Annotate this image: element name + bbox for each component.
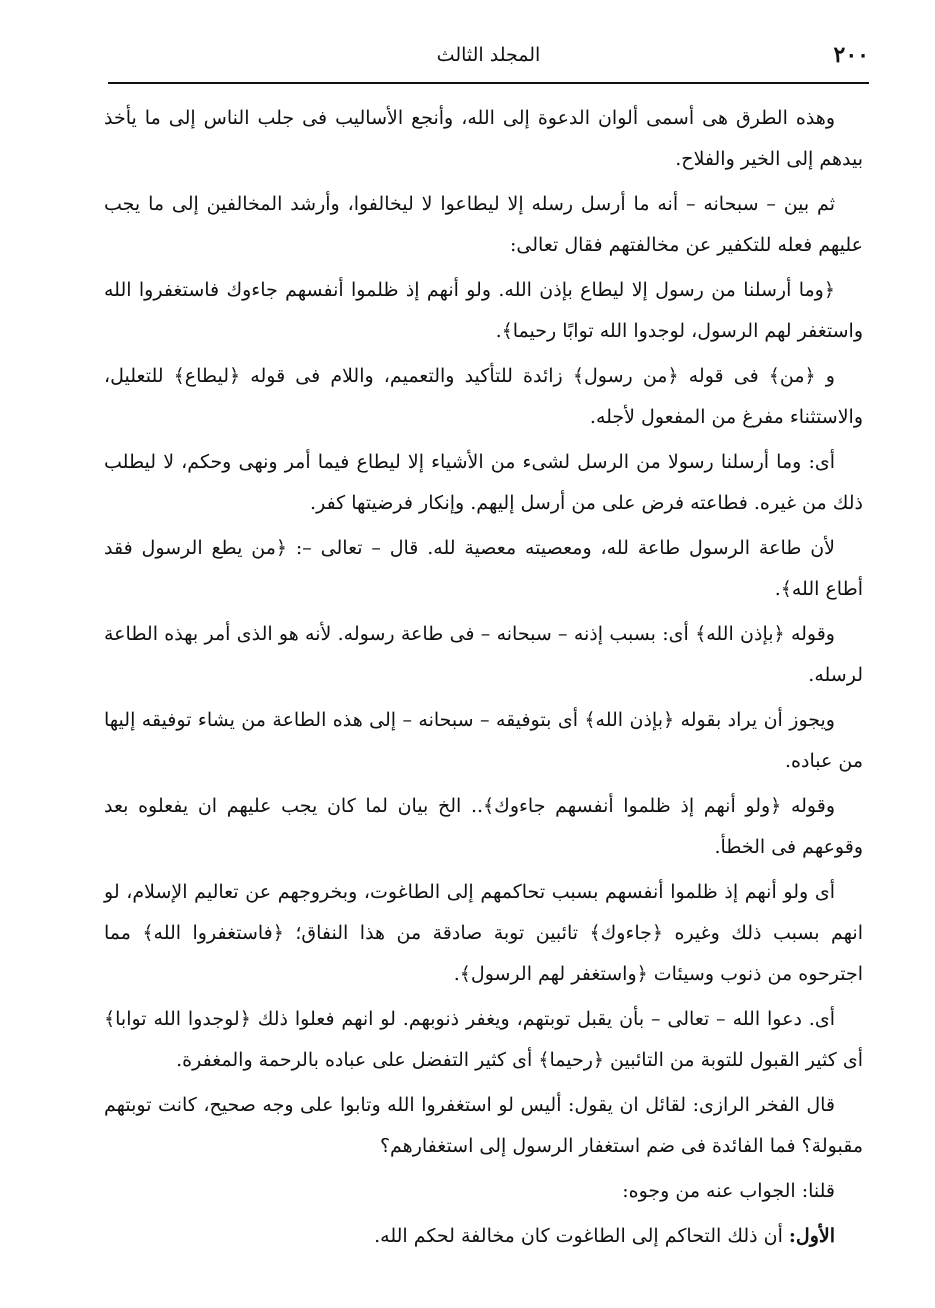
paragraph <box>104 98 863 180</box>
paragraph-text: ﴿وما أرسلنا من رسول إلا ليطاع بإذن الله. ولو أنهم إذ ظلموا أنفسهم جاءوك فاستغفروا الله واستغفر لهم الرسول، لوجدوا الله توابًا رحيما﴾. <box>104 279 863 342</box>
page-body <box>104 98 863 1261</box>
page-number: ٢٠٠ <box>833 42 869 68</box>
paragraph-text: أى. دعوا الله – تعالى – بأن يقبل توبتهم، ويغفر ذنوبهم. لو انهم فعلوا ذلك ﴿لوجدوا الله توابا﴾ أى كثير القبول للتوبة من التائبين ﴿رحيما﴾ أى كثير التفضل على عباده بالرحمة والمغفرة. <box>104 1008 863 1071</box>
paragraph <box>104 786 863 868</box>
quran-verse-paragraph <box>104 270 863 352</box>
paragraph <box>104 528 863 610</box>
paragraph <box>104 614 863 696</box>
paragraph-text: وقوله ﴿بإذن الله﴾ أى: بسبب إذنه – سبحانه – فى طاعة رسوله. لأنه هو الذى أمر بهذه الطاعة لرسله. <box>104 623 863 686</box>
paragraph-text: وقوله ﴿ولو أنهم إذ ظلموا أنفسهم جاءوك﴾.. الخ بيان لما كان يجب عليهم ان يفعلوه بعد وقوعهم فى الخطأ. <box>104 795 863 858</box>
running-title: المجلد الثالث <box>436 44 541 66</box>
paragraph-text: ثم بين – سبحانه – أنه ما أرسل رسله إلا ليطاعوا لا ليخالفوا، وأرشد المخالفين إلى ما يجب عليهم فعله للتكفير عن مخالفتهم فقال تعالى: <box>104 193 863 256</box>
paragraph-lead: الأول: <box>788 1225 835 1247</box>
paragraph <box>104 1171 863 1212</box>
paragraph-text: أى: وما أرسلنا رسولا من الرسل لشىء من الأشياء إلا ليطاع فيما أمر ونهى وحكم، لا ليطلب ذلك من غيره. فطاعته فرض على من أرسل إليهم. وإنكار فرضيتها كفر. <box>104 451 863 514</box>
paragraph <box>104 442 863 524</box>
paragraph <box>104 1085 863 1167</box>
paragraph <box>104 872 863 995</box>
paragraph-text: و ﴿من﴾ فى قوله ﴿من رسول﴾ زائدة للتأكيد والتعميم، واللام فى قوله ﴿ليطاع﴾ للتعليل، والاستثناء مفرغ من المفعول لأجله. <box>104 365 863 428</box>
paragraph-text: قلنا: الجواب عنه من وجوه: <box>622 1180 835 1202</box>
paragraph-text: ويجوز أن يراد بقوله ﴿بإذن الله﴾ أى بتوفيقه – سبحانه – إلى هذه الطاعة من يشاء توفيقه إليها من عباده. <box>104 709 863 772</box>
paragraph <box>104 184 863 266</box>
paragraph <box>104 1216 863 1257</box>
paragraph <box>104 700 863 782</box>
header-rule <box>108 82 869 84</box>
paragraph-text: قال الفخر الرازى: لقائل ان يقول: أليس لو استغفروا الله وتابوا على وجه صحيح، كانت توبتهم مقبولة؟ فما الفائدة فى ضم استغفار الرسول إلى استغفارهم؟ <box>104 1094 863 1157</box>
paragraph-text: أن ذلك التحاكم إلى الطاغوت كان مخالفة لحكم الله. <box>374 1225 789 1247</box>
page-header <box>108 38 869 74</box>
paragraph-text: لأن طاعة الرسول طاعة لله، ومعصيته معصية لله. قال – تعالى –: ﴿من يطع الرسول فقد أطاع الله﴾. <box>104 537 863 600</box>
paragraph-text: أى ولو أنهم إذ ظلموا أنفسهم بسبب تحاكمهم إلى الطاغوت، وبخروجهم عن تعاليم الإسلام، لو انهم بسبب ذلك وغيره ﴿جاءوك﴾ تائبين توبة صادقة من هذا النفاق؛ ﴿فاستغفروا الله﴾ مما اجترحوه من ذنوب وسيئات ﴿واستغفر لهم الرسول﴾. <box>104 881 863 985</box>
paragraph <box>104 999 863 1081</box>
paragraph-text: وهذه الطرق هى أسمى ألوان الدعوة إلى الله، وأنجع الأساليب فى جلب الناس إلى ما يأخذ بيدهم إلى الخير والفلاح. <box>104 107 863 170</box>
paragraph <box>104 356 863 438</box>
